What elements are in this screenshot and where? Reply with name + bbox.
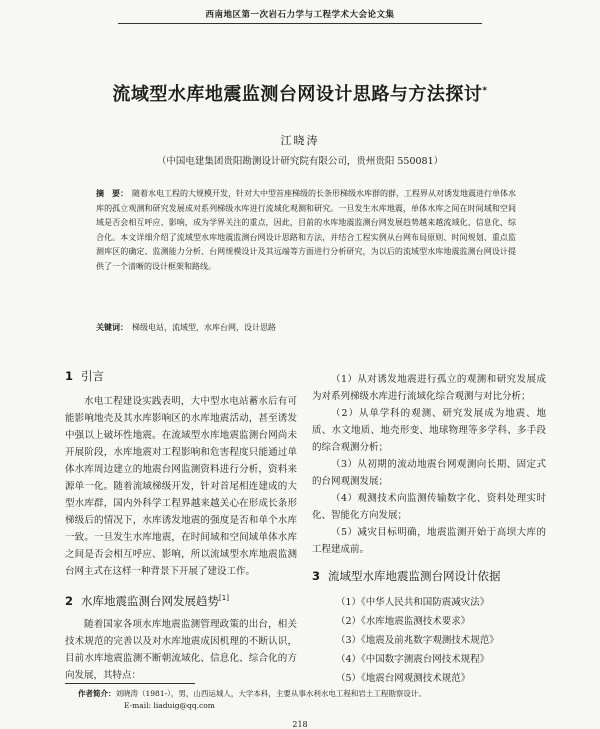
trend-item: （3）从初期的流动地震台网观测向长期、固定式的台网观测发展； [312,459,546,487]
trend-item: （1）从对诱发地震进行孤立的观测和研究发展成为对系列梯级水库进行流域化综合观测与对比分析； [312,374,546,402]
section-3-heading [312,568,546,585]
author-affiliation: （中国电建集团贵阳勘测设计研究院有限公司，贵州贵阳 550081） [156,156,444,167]
author-name: 江晓涛 [280,134,320,147]
section-2-number: 2 [65,593,74,608]
section-2-paragraph: 随着国家各项水库地震监测管理政策的出台，相关技术规范的完善以及对水库地震成因机理的不断认识，目前水库地震监测不断朝流域化、信息化、综合化的方向发展，其特点： [65,618,297,681]
reference-item: （5）《地震台网观测技术规范》 [336,673,471,684]
left-column [65,368,297,684]
section-1-number: 1 [65,369,74,383]
trend-item: （5）减灾目标明确，地震监测开始于高坝大库的工程建成前。 [312,527,546,555]
title-footnote-mark: * [482,86,488,96]
paper-title-text: 流域型水库地震监测台网设计思路与方法探讨 [112,84,483,105]
abstract-text: 随着水电工程的大规模开发，针对大中型首座梯级的长条形梯级水库群的群，工程界从对诱发地震进行单体水库的孤立观测和研究发展成对系列梯级水库进行流域化观测和研究。一旦发生水库地震，单体水库之间在时间域和空间域是否会相互呼应、影响，成为学界关注的重点，因此，目前的水库地震监测台网发展趋势越来越流域化、信息化、综合化。本文详细介绍了流域型水库地震监测台网设计思路和方法，并结合工程实例从台网布局原则、时间规划、重点监测库区的确定、监测能力分析、台网规模设计及其远端等方面进行分析研究，为以后的流域型水库地震监测台网设计提供了一个清晰的设计框架和路线。 [96,189,516,271]
trend-item: （2）从单学科的观测、研究发展成为地震、地质、水文地质、地壳形变、地球物理等多学科、多手段的综合观测分析； [312,408,546,453]
section-2-citation: [1] [219,594,229,602]
section-1-heading [65,368,297,385]
footnote [78,688,548,712]
reference-item: （3）《地震及前兆数字观测技术规范》 [336,635,499,646]
keywords-text: 梯级电站，流域型，水库台网，设计思路 [132,323,276,332]
page-number: 218 [292,720,308,729]
abstract [96,187,516,274]
section-3-title: 流域型水库地震监测台网设计依据 [328,569,501,583]
reference-item: （4）《中国数字测震台网技术规程》 [336,654,490,665]
section-3-number: 3 [312,569,321,583]
section-2-heading [65,590,297,610]
right-column [312,371,546,688]
section-1-paragraph: 水电工程建设实践表明，大中型水电站蓄水后有可能影响地壳及其水库影响区的水库地震活动，甚至诱发中强以上破坏性地震。在流域型水库地震监测台网尚未开展阶段，水库地震对工程影响和危害程度只能通过单体水库周边建立的地震台网监测资料进行分析，资料来源单一化。随着流域梯级开发，针对首尾相连建成的大型水库群，国内外科学工程界越来越关心在形成长条形梯级后的情况下，水库诱发地震的强度是否和单个水库一致。一旦发生水库地震，在时间域和空间域单体水库之间是否会相互呼应、影响，所以流域型水库地震监测台网主式在这样一种背景下开展了建设工作。 [65,396,297,577]
paper-title [0,80,600,106]
footnote-email: E-mail: liaduig@qq.com [124,701,215,710]
header-rule [118,23,482,24]
keywords [96,322,516,333]
abstract-label: 摘 要： [96,189,128,198]
section-1-title: 引言 [81,369,105,383]
running-head: 西南地区第一次岩石力学与工程学术大会论文集 [205,10,395,20]
footnote-author-bio [78,688,548,700]
footnote-rule [65,683,195,684]
footnote-text: 刘晓涛（1981-），男，山西运城人，大学本科，主要从事水利水电工程和岩土工程勘察设计。 [115,689,426,698]
section-2-title: 水库地震监测台网发展趋势 [81,593,220,608]
footnote-label: 作者简介： [78,689,116,698]
reference-item: （2）《水库地震监测技术要求》 [336,616,471,627]
reference-item: （1）《中华人民共和国防震减灾法》 [336,597,490,608]
keywords-label: 关键词： [96,323,128,332]
trend-item: （4）观测技术向监测传输数字化、资料处理实时化、智能化方向发展； [312,493,546,521]
